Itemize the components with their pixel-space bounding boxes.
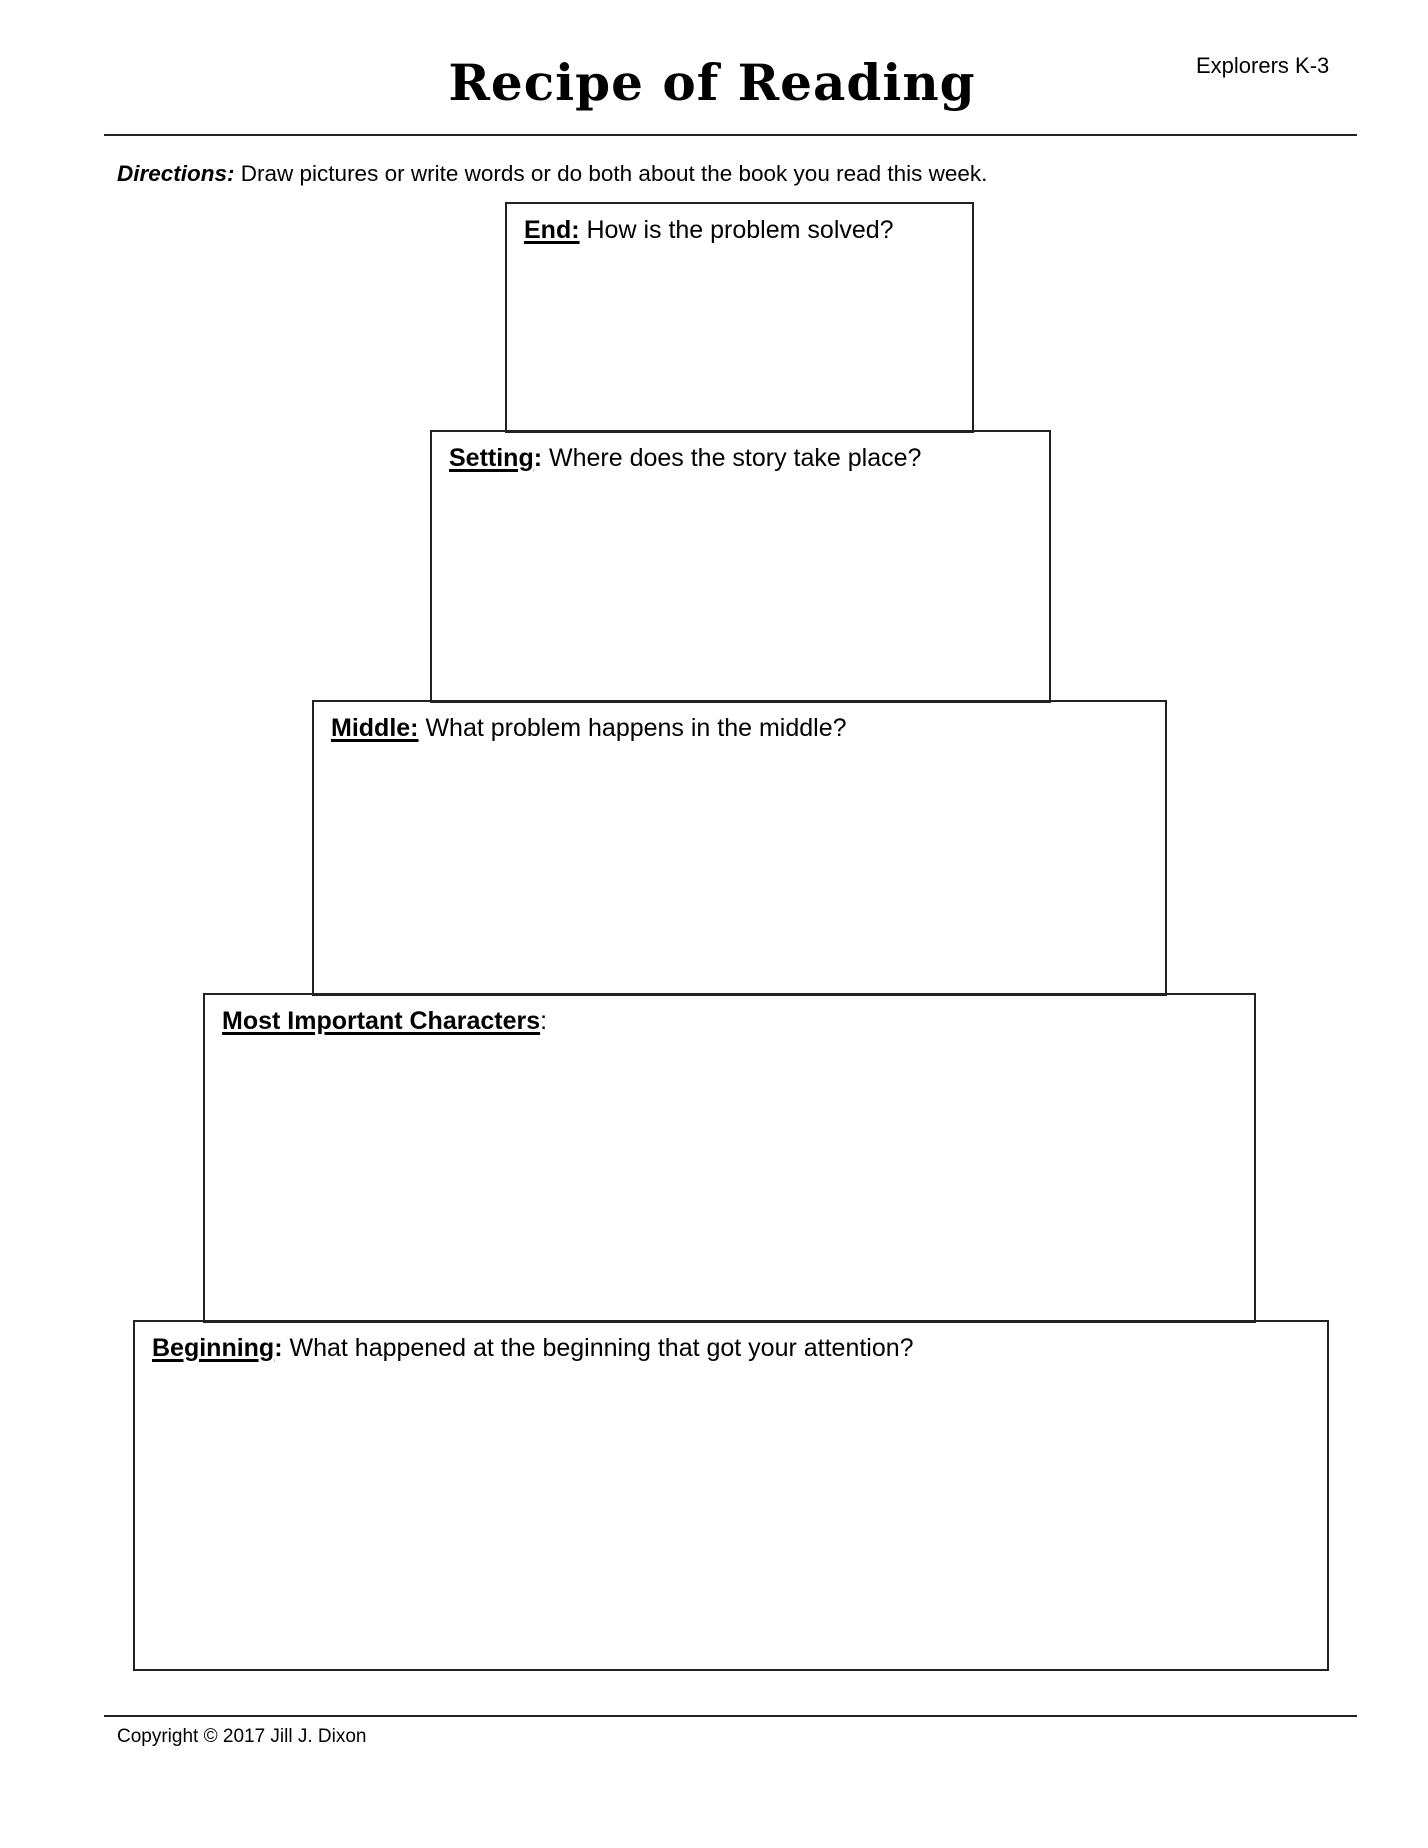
directions: [117, 160, 987, 188]
setting-prompt: Setting: Where does the story take place?: [449, 444, 922, 472]
grade-label: Explorers K-3: [1196, 53, 1330, 78]
footer-divider: [104, 1715, 1357, 1717]
end-question: How is the problem solved?: [579, 216, 894, 244]
end-box[interactable]: [505, 202, 974, 433]
characters-label: Most Important Characters: [222, 1007, 541, 1035]
middle-label: Middle:: [331, 714, 419, 742]
beginning-box[interactable]: [133, 1320, 1329, 1671]
middle-question: What problem happens in the middle?: [418, 714, 847, 742]
directions-label: Directions:: [117, 161, 235, 186]
beginning-prompt: Beginning: What happened at the beginning that got your attention?: [152, 1334, 914, 1362]
beginning-question: What happened at the beginning that got your attention?: [282, 1334, 914, 1362]
characters-prompt: Most Important Characters:: [222, 1007, 548, 1035]
end-label: End:: [524, 216, 580, 244]
header-divider: [104, 134, 1357, 136]
directions-text: Draw pictures or write words or do both about the book you read this week.: [234, 161, 988, 186]
characters-box[interactable]: [203, 993, 1256, 1323]
setting-label: Setting: [449, 444, 534, 472]
middle-prompt: [331, 712, 847, 744]
middle-box[interactable]: [312, 700, 1167, 996]
setting-question: Where does the story take place?: [542, 444, 922, 472]
copyright: Copyright © 2017 Jill J. Dixon: [117, 1726, 367, 1747]
page-title-text: Recipe of Reading: [448, 53, 976, 112]
setting-box[interactable]: [430, 430, 1051, 703]
end-prompt: [524, 214, 894, 246]
beginning-label: Beginning: [152, 1334, 275, 1362]
